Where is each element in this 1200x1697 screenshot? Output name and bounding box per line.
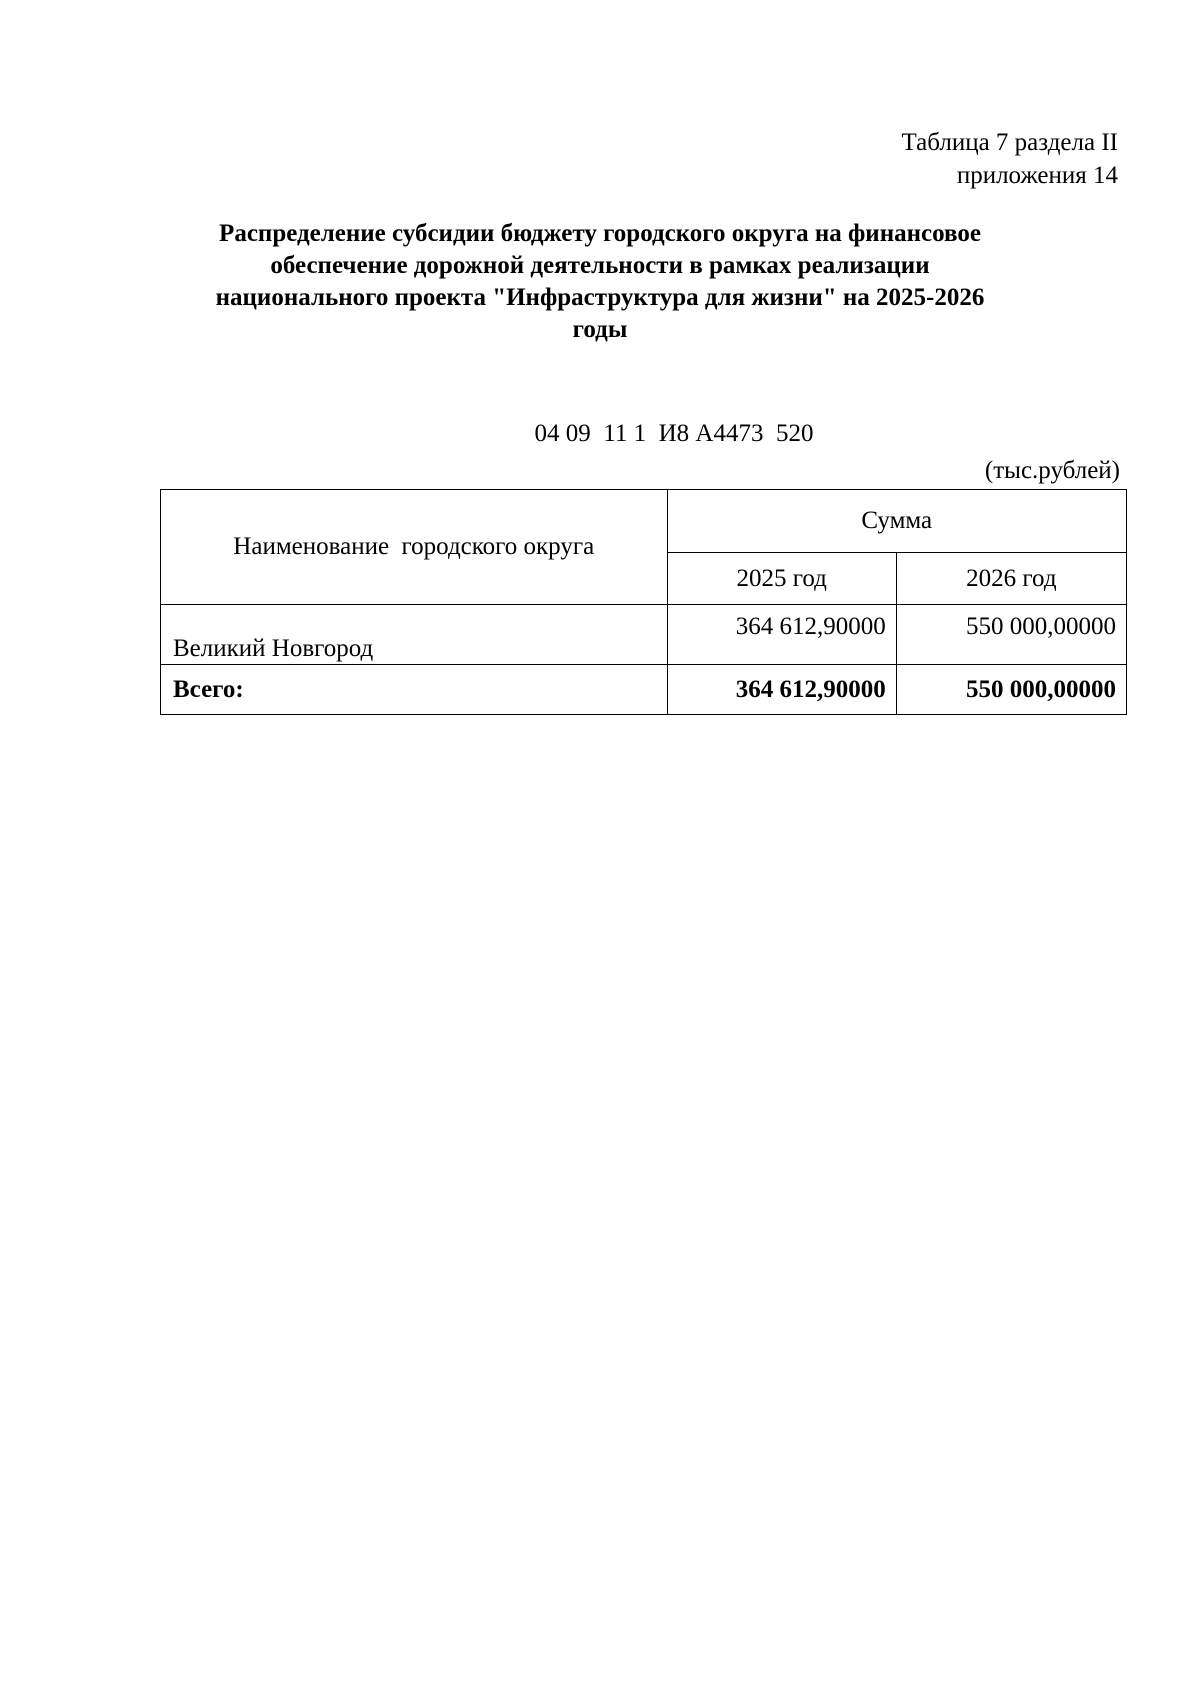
table-reference-line-1: Таблица 7 раздела II: [901, 129, 1118, 156]
title-line-4: годы: [572, 316, 628, 343]
row-value-2026: 550 000,00000: [896, 605, 1126, 665]
row-name-cell: Великий Новгород: [161, 605, 668, 665]
header-name-cell: Наименование городского округа: [161, 490, 668, 605]
title-line-2: обеспечение дорожной деятельности в рамках реализации: [270, 252, 930, 279]
row-value-2025: 364 612,90000: [667, 605, 896, 665]
header-year-2026: 2026 год: [896, 553, 1126, 605]
title-line-3: национального проекта "Инфраструктура для жизни" на 2025-2026: [215, 284, 985, 311]
budget-classification-code-row: [0, 418, 1200, 450]
unit-label: (тыс.рублей): [984, 457, 1120, 484]
table-row: [161, 605, 1127, 665]
table-reference-line-2: приложения 14: [956, 162, 1118, 189]
title-line-1: Распределение субсидии бюджету городского округа на финансовое: [219, 220, 981, 247]
table-header-row: [161, 490, 1127, 553]
budget-classification-code: 04 09 11 1 И8 А4473 520: [534, 420, 814, 447]
subsidy-table: [160, 489, 1127, 715]
header-sum-cell: Сумма: [667, 490, 1126, 553]
total-value-2026: 550 000,00000: [896, 665, 1126, 715]
table-reference: [902, 126, 1118, 192]
total-label-cell: Всего:: [161, 665, 668, 715]
header-year-2025: 2025 год: [667, 553, 896, 605]
document-title: [150, 218, 1050, 346]
table-total-row: [161, 665, 1127, 715]
total-value-2025: 364 612,90000: [667, 665, 896, 715]
